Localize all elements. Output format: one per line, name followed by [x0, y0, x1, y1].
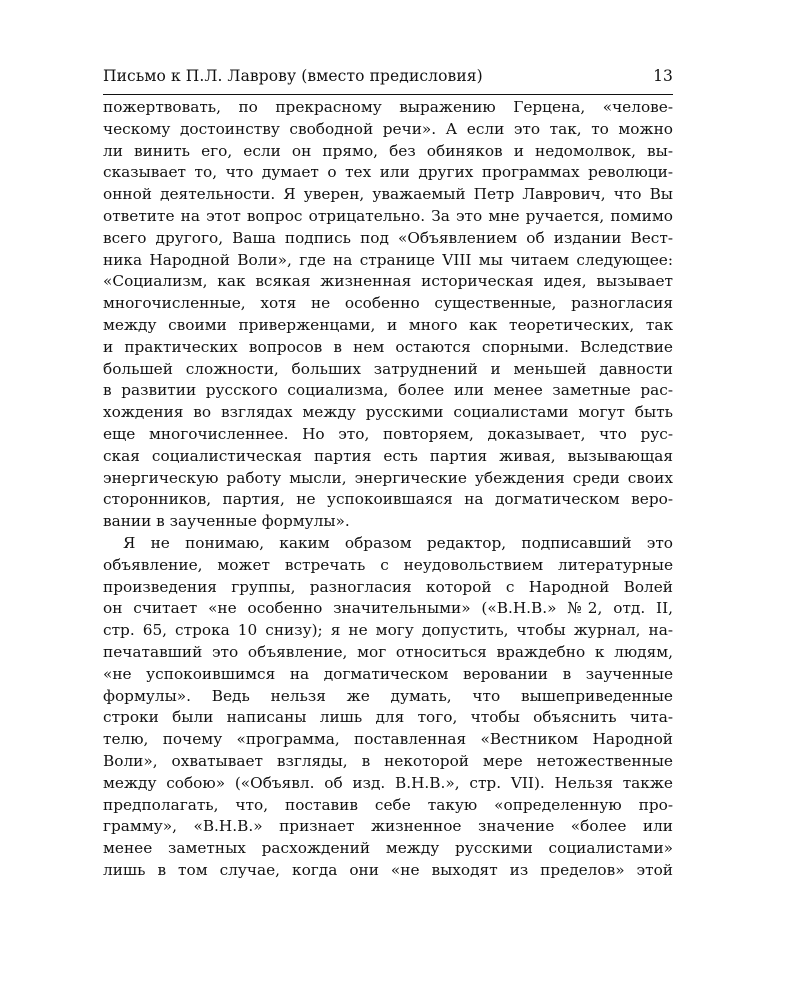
text-line: между собою» («Объявл. об изд. В.Н.В.», стр. VII). Нельзя также — [103, 773, 673, 792]
text-line: грамму», «В.Н.В.» признает жизненное значение «более или — [103, 817, 673, 836]
text-line: ли винить его, если он прямо, без обиняков и недомолвок, вы- — [103, 141, 673, 160]
text-line: онной деятельности. Я уверен, уважаемый Петр Лаврович, что Вы — [103, 185, 673, 204]
paragraph-2 — [103, 533, 673, 882]
text-line: между своими приверженцами, и много как теоретических, так — [103, 315, 673, 334]
body-text — [103, 97, 673, 882]
text-line: телю, почему «программа, поставленная «Вестником Народной — [103, 730, 673, 749]
text-line: произведения группы, разногласия которой с Народной Волей — [103, 577, 673, 596]
text-line: Воли», охватывает взгляды, в некоторой мере нетожественные — [103, 751, 673, 770]
text-line: и практических вопросов в нем остаются спорными. Вследствие — [103, 337, 673, 356]
text-line: лишь в том случае, когда они «не выходят из пределов» этой — [103, 860, 673, 879]
text-line: еще многочисленнее. Но это, повторяем, доказывает, что рус- — [103, 424, 673, 443]
text-line: в развитии русского социализма, более или менее заметные рас- — [103, 381, 673, 400]
text-line: сторонников, партия, не успокоившаяся на догматическом веро- — [103, 490, 673, 509]
text-line: многочисленные, хотя не особенно существенные, разногласия — [103, 294, 673, 313]
running-head — [103, 62, 673, 90]
text-line: предполагать, что, поставив себе такую «определенную про- — [103, 795, 673, 814]
text-line: он считает «не особенно значительными» («В.Н.В.» №2, отд. II, — [103, 599, 673, 618]
text-line: ская социалистическая партия есть партия живая, вызывающая — [103, 446, 673, 465]
text-line: пожертвовать, по прекрасному выражению Герцена, «челове- — [103, 98, 673, 116]
text-line: «не успокоившимся на догматическом веровании в заученные — [103, 664, 673, 683]
book-page — [103, 62, 673, 882]
header-rule — [103, 94, 673, 95]
text-line: ника Народной Воли», где на странице VIII мы читаем следующее: — [103, 250, 673, 269]
text-line: Я не понимаю, каким образом редактор, подписавший это — [123, 533, 673, 552]
text-line: всего другого, Ваша подпись под «Объявлением об издании Вест- — [103, 228, 673, 247]
page-number: 13 — [653, 67, 673, 85]
text-line: строки были написаны лишь для того, чтобы объяснить чита- — [103, 708, 673, 727]
running-title: Письмо к П.Л. Лаврову (вместо предисловия) — [103, 67, 483, 85]
text-line: формулы». Ведь нельзя же думать, что вышеприведенные — [103, 686, 673, 705]
text-line: ответите на этот вопрос отрицательно. За это мне ручается, помимо — [103, 206, 673, 225]
text-line: объявление, может встречать с неудовольствием литературные — [103, 555, 673, 574]
text-line: энергическую работу мысли, энергические убеждения среди своих — [103, 468, 673, 487]
text-line: большей сложности, больших затруднений и меньшей давности — [103, 359, 673, 378]
text-line: хождения во взглядах между русскими социалистами могут быть — [103, 403, 673, 422]
text-line: стр. 65, строка 10 снизу); я не могу допустить, чтобы журнал, на- — [103, 621, 673, 640]
text-line: «Социализм, как всякая жизненная историческая идея, вызывает — [103, 272, 673, 291]
paragraph-1 — [103, 97, 673, 533]
text-line: печатавший это объявление, мог относиться враждебно к людям, — [103, 642, 673, 661]
text-line: менее заметных расхождений между русскими социалистами» — [103, 839, 673, 858]
text-line: сказывает то, что думает о тех или других программах революци- — [103, 163, 673, 182]
text-line: ческому достоинству свободной речи». А если это так, то можно — [103, 119, 673, 138]
text-line: вании в заученные формулы». — [103, 512, 350, 531]
